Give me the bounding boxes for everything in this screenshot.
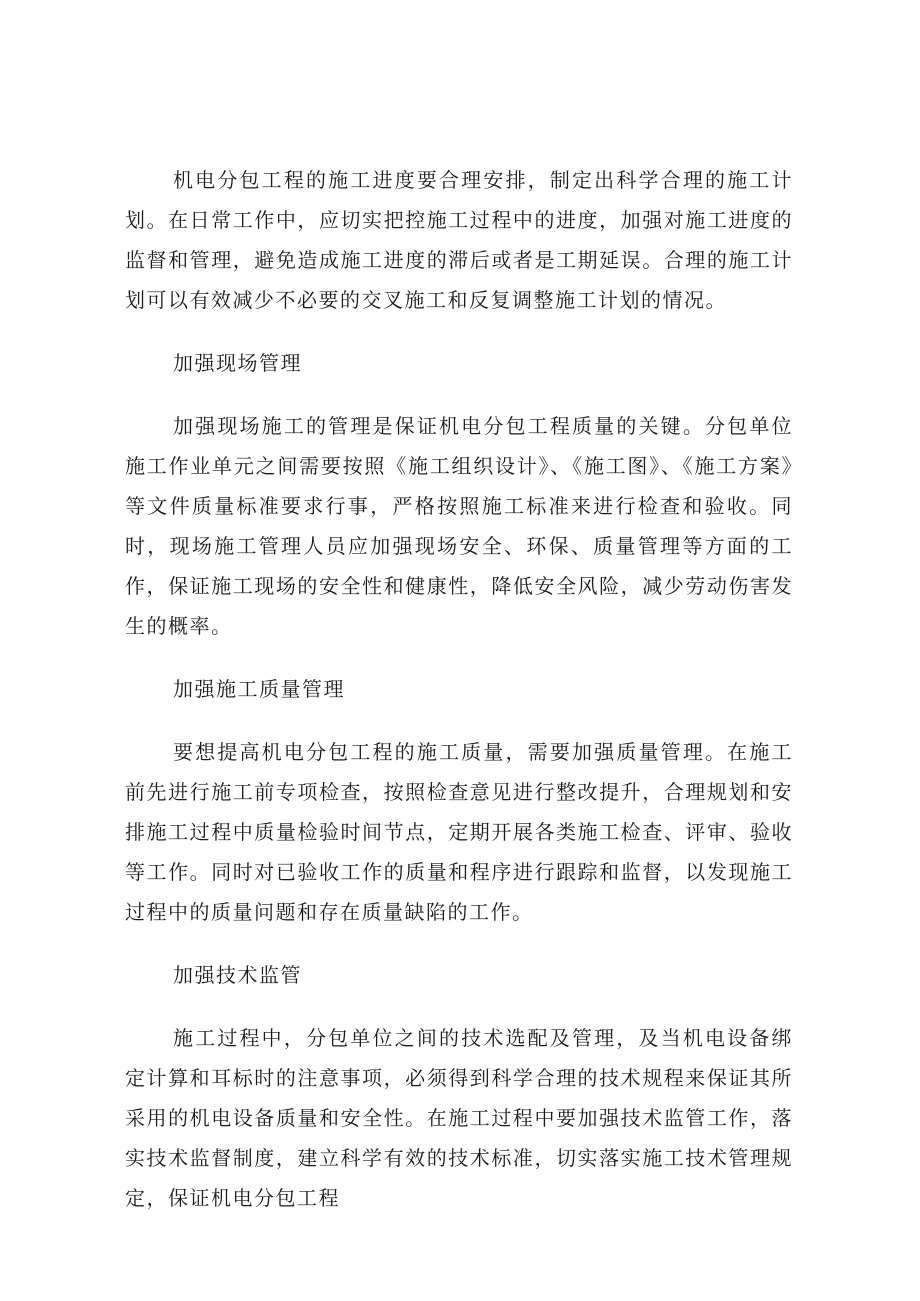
heading-technical-supervision: 加强技术监管	[173, 963, 302, 987]
heading-quality-management: 加强施工质量管理	[173, 677, 345, 701]
paragraph-quality-management: 要想提高机电分包工程的施工质量，需要加强质量管理。在施工前先进行施工前专项检查，按照检查意见进行整改提升，合理规划和安排施工过程中质量检验时间节点，定期开展各类施工检查、评审、验收等工作。同时对已验收工作的质量和程序进行跟踪和监督，以发现施工过程中的质量问题和存在质量缺陷的工作。	[125, 740, 793, 924]
paragraph-technical-supervision: 施工过程中，分包单位之间的技术选配及管理，及当机电设备绑定计算和耳标时的注意事项，必须得到科学合理的技术规程来保证其所采用的机电设备质量和安全性。在施工过程中要加强技术监管工作，落实技术监督制度，建立科学有效的技术标准，切实落实施工技术管理规定，保证机电分包工程	[125, 1026, 793, 1210]
paragraph-schedule: 机电分包工程的施工进度要合理安排，制定出科学合理的施工计划。在日常工作中，应切实把控施工过程中的进度，加强对施工进度的监督和管理，避免造成施工进度的滞后或者是工期延误。合理的施工计划可以有效减少不必要的交叉施工和反复调整施工计划的情况。	[125, 168, 793, 312]
document-body	[125, 160, 793, 1241]
paragraph-site-management: 加强现场施工的管理是保证机电分包工程质量的关键。分包单位施工作业单元之间需要按照《施工组织设计》、《施工图》、《施工方案》等文件质量标准要求行事，严格按照施工标准来进行检查和验收。同时，现场施工管理人员应加强现场安全、环保、质量管理等方面的工作，保证施工现场的安全性和健康性，降低安全风险，减少劳动伤害发生的概率。	[125, 414, 793, 638]
heading-site-management: 加强现场管理	[173, 351, 302, 375]
